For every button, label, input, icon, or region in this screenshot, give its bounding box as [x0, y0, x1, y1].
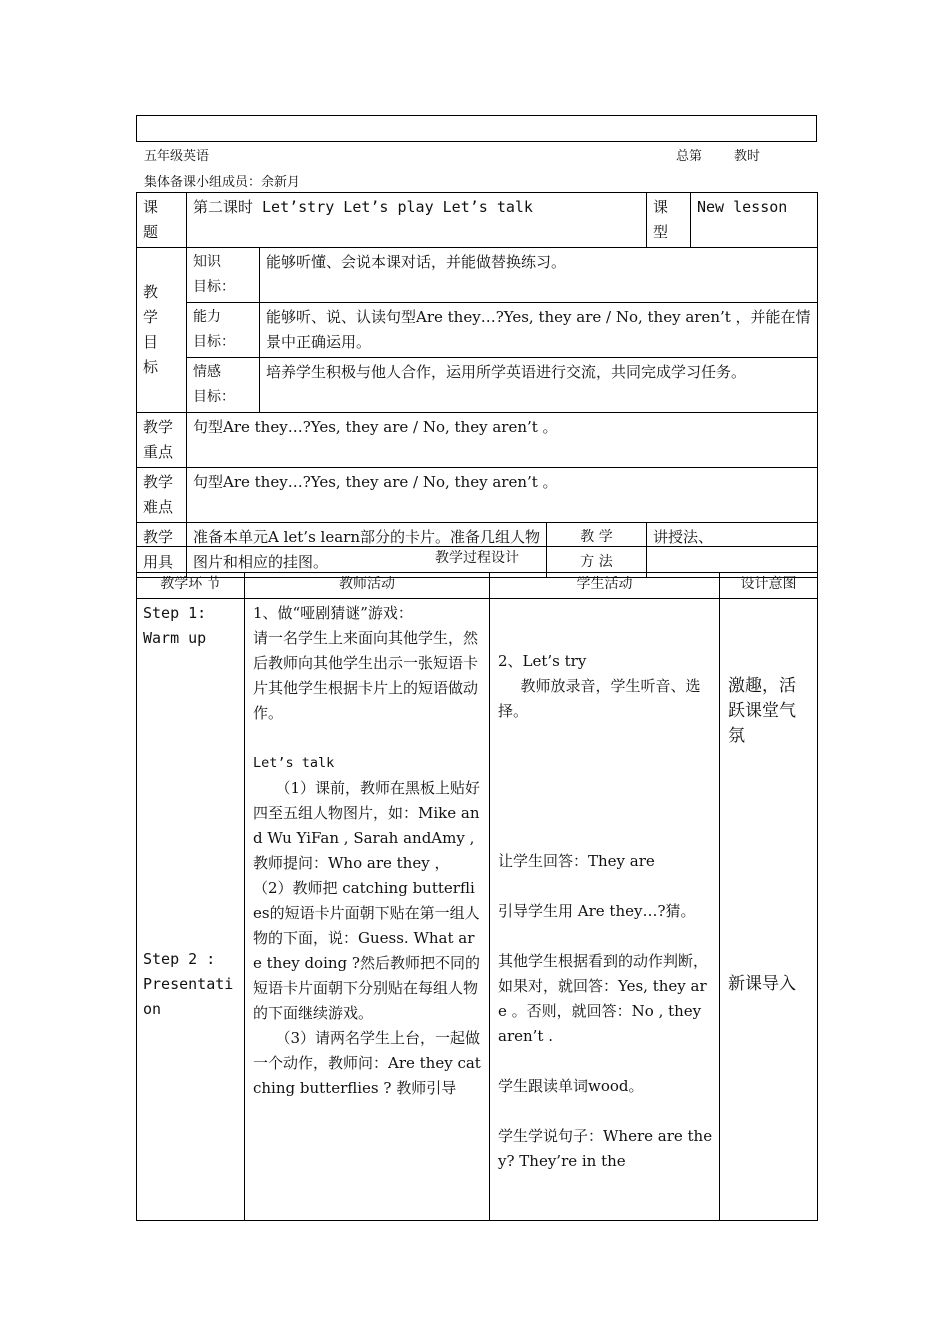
- teacher-step-3: （3）请两名学生上台，一起做一个动作，教师问：Are they catching butterflies ? 教师引导: [253, 1029, 481, 1097]
- col-step: 教学环 节: [137, 573, 245, 599]
- tools-label: 教学 用具: [137, 523, 187, 578]
- type-label: 课 型: [647, 193, 691, 248]
- teacher-step-1: （1）课前，教师在黑板上贴好四至五组人物图片，如：Mike and Wu YiFan , Sarah andAmy , 教师提问：Who are they ，: [253, 779, 481, 872]
- lesson-info-table: [136, 192, 818, 578]
- teacher-game: 1、做“哑剧猜谜”游戏：: [253, 604, 413, 622]
- teacher-cell: [245, 599, 490, 1221]
- difficulty-label: 教学 难点: [137, 468, 187, 523]
- step-2: Step 2 : Presentation: [143, 950, 234, 1018]
- process-title: 教学过程设计: [137, 547, 818, 573]
- type-value: New lesson: [691, 193, 818, 248]
- student-read-wood: 学生跟读单词wood。: [498, 1077, 644, 1095]
- topic-text: 第二课时 Let’stry Let’s play Let’s talk: [187, 193, 647, 248]
- student-say-sentence: 学生学说句子：Where are they? They’re in the: [498, 1127, 713, 1170]
- col-student: 学生活动: [490, 573, 720, 599]
- emotion-text: 培养学生积极与他人合作，运用所学英语进行交流，共同完成学习任务。: [260, 358, 818, 413]
- step-1: Step 1: Warm up: [143, 604, 207, 647]
- ability-label: 能力 目标：: [187, 303, 260, 358]
- knowledge-text: 能够听懂、会说本课对话，并能做替换练习。: [260, 248, 818, 303]
- teacher-game-desc: 请一名学生上来面向其他学生，然后教师向其他学生出示一张短语卡片其他学生根据卡片上的短语做动作。: [253, 629, 479, 722]
- method-label: 教 学 方 法: [547, 523, 647, 578]
- teacher-step-2: （2）教师把 catching butterflies的短语卡片面朝下贴在第一组人物的下面，说：Guess. What are they doing ?然后教师把不同的短语卡片面朝下分别贴在每组人物的下面继续游戏。: [253, 879, 480, 1022]
- intent-cell: [720, 599, 818, 1221]
- student-listen: 教师放录音，学生听音、选择。: [498, 677, 701, 720]
- difficulty-text: 句型Are they…?Yes, they are / No, they aren’t 。: [187, 468, 818, 523]
- student-cell: [490, 599, 720, 1221]
- intent-warmup: 激趣，活跃课堂气氛: [728, 676, 796, 746]
- step-cell: [137, 599, 245, 1221]
- emotion-label: 情感 目标：: [187, 358, 260, 413]
- objectives-label: 教 学 目 标: [137, 248, 187, 413]
- tools-text: 准备本单元A let’s learn部分的卡片。准备几组人物图片和相应的挂图。: [187, 523, 547, 578]
- topic-label: 课 题: [137, 193, 187, 248]
- method-value: 讲授法、: [647, 523, 818, 578]
- student-judge: 其他学生根据看到的动作判断，如果对，就回答：Yes, they are 。否则，就回答：No , they aren’t .: [498, 952, 709, 1045]
- student-lets-try: 2、Let’s try: [498, 652, 587, 670]
- col-teacher: 教师活动: [245, 573, 490, 599]
- lesson-suffix: 教时: [734, 149, 761, 164]
- ability-text: 能够听、说、认读句型Are they…?Yes, they are / No, they aren’t ，并能在情景中正确运用。: [260, 303, 818, 358]
- total-prefix: 总第: [676, 149, 703, 164]
- grade-subject: 五年级英语: [144, 149, 210, 164]
- student-answer: 让学生回答：They are: [498, 852, 655, 870]
- top-blank-box: [136, 115, 817, 142]
- knowledge-label: 知识 目标：: [187, 248, 260, 303]
- group-members: 集体备课小组成员：余新月: [144, 175, 301, 190]
- col-intent: 设计意图: [720, 573, 818, 599]
- key-point-label: 教学 重点: [137, 413, 187, 468]
- process-table: [136, 546, 818, 1221]
- key-point-text: 句型Are they…?Yes, they are / No, they aren’t 。: [187, 413, 818, 468]
- intent-new-lesson: 新课导入: [728, 974, 796, 994]
- teacher-lets-talk: Let’s talk: [253, 755, 335, 771]
- student-guess: 引导学生用 Are they…?猜。: [498, 902, 696, 920]
